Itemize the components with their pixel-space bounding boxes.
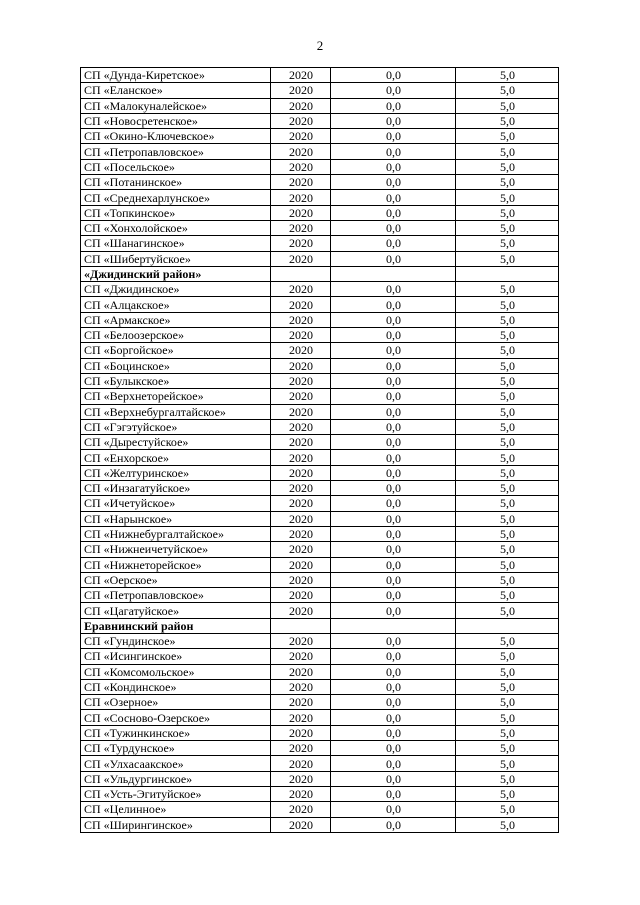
table-row [81,481,559,496]
section-name: «Джидинский район» [81,266,271,281]
value-1-cell: 0,0 [331,465,456,480]
year-cell: 2020 [271,358,331,373]
value-1-cell: 0,0 [331,435,456,450]
value-1-cell: 0,0 [331,526,456,541]
value-1-cell: 0,0 [331,511,456,526]
value-2-cell: 5,0 [456,649,559,664]
value-2-cell: 5,0 [456,741,559,756]
year-cell: 2020 [271,129,331,144]
settlement-name-cell: СП «Желтуринское» [81,465,271,480]
table-row [81,741,559,756]
year-cell: 2020 [271,695,331,710]
value-2-cell: 5,0 [456,756,559,771]
value-2-cell: 5,0 [456,725,559,740]
year-cell: 2020 [271,741,331,756]
table-row [81,190,559,205]
year-cell: 2020 [271,481,331,496]
table-row [81,572,559,587]
settlements-table [80,67,559,833]
table-row [81,297,559,312]
table-row [81,358,559,373]
value-2-cell: 5,0 [456,511,559,526]
year-cell: 2020 [271,205,331,220]
value-2-cell: 5,0 [456,190,559,205]
value-1-cell: 0,0 [331,542,456,557]
value-2-cell: 5,0 [456,144,559,159]
value-1-cell: 0,0 [331,588,456,603]
value-2-cell: 5,0 [456,817,559,832]
settlement-name-cell: СП «Верхнеторейское» [81,389,271,404]
value-2-cell: 5,0 [456,83,559,98]
value-1-cell: 0,0 [331,710,456,725]
year-cell: 2020 [271,312,331,327]
settlement-name-cell: СП «Белоозерское» [81,328,271,343]
table-row [81,328,559,343]
value-2-cell: 5,0 [456,450,559,465]
value-1-cell: 0,0 [331,741,456,756]
settlement-name-cell: СП «Алцакское» [81,297,271,312]
settlement-name-cell: СП «Окино-Ключевское» [81,129,271,144]
table-row [81,802,559,817]
settlement-name-cell: СП «Усть-Эгитуйское» [81,786,271,801]
value-2-cell: 5,0 [456,771,559,786]
value-1-cell: 0,0 [331,312,456,327]
settlement-name-cell: СП «Оерское» [81,572,271,587]
table-row [81,159,559,174]
value-2-cell: 5,0 [456,419,559,434]
value-1-cell: 0,0 [331,756,456,771]
table-row [81,251,559,266]
settlement-name-cell: СП «Озерное» [81,695,271,710]
table-row [81,603,559,618]
year-cell: 2020 [271,756,331,771]
value-2-cell: 5,0 [456,175,559,190]
year-cell: 2020 [271,175,331,190]
settlement-name-cell: СП «Нижнеторейское» [81,557,271,572]
value-2-cell: 5,0 [456,358,559,373]
table-body [81,68,559,833]
settlement-name-cell: СП «Среднехарлунское» [81,190,271,205]
value-2-cell: 5,0 [456,343,559,358]
value-2-cell: 5,0 [456,802,559,817]
settlement-name-cell: СП «Кондинское» [81,679,271,694]
settlement-name-cell: СП «Ширингинское» [81,817,271,832]
year-cell: 2020 [271,771,331,786]
value-1-cell: 0,0 [331,282,456,297]
empty-cell [456,266,559,281]
settlement-name-cell: СП «Тужинкинское» [81,725,271,740]
table-row [81,144,559,159]
settlement-name-cell: СП «Булыкское» [81,373,271,388]
table-row [81,511,559,526]
section-header-row [81,266,559,281]
year-cell: 2020 [271,450,331,465]
year-cell: 2020 [271,802,331,817]
value-2-cell: 5,0 [456,205,559,220]
value-2-cell: 5,0 [456,695,559,710]
value-1-cell: 0,0 [331,557,456,572]
table-row [81,771,559,786]
table-row [81,786,559,801]
empty-cell [331,266,456,281]
table-row [81,68,559,83]
settlement-name-cell: СП «Турдунское» [81,741,271,756]
settlement-name-cell: СП «Армакское» [81,312,271,327]
table-row [81,389,559,404]
year-cell: 2020 [271,113,331,128]
year-cell: 2020 [271,328,331,343]
value-2-cell: 5,0 [456,404,559,419]
settlement-name-cell: СП «Ичетуйское» [81,496,271,511]
value-2-cell: 5,0 [456,282,559,297]
value-1-cell: 0,0 [331,572,456,587]
value-1-cell: 0,0 [331,389,456,404]
value-2-cell: 5,0 [456,481,559,496]
year-cell: 2020 [271,588,331,603]
empty-cell [271,618,331,633]
year-cell: 2020 [271,159,331,174]
value-1-cell: 0,0 [331,113,456,128]
year-cell: 2020 [271,664,331,679]
year-cell: 2020 [271,83,331,98]
settlement-name-cell: СП «Боргойское» [81,343,271,358]
value-1-cell: 0,0 [331,68,456,83]
year-cell: 2020 [271,526,331,541]
table-row [81,404,559,419]
table-row [81,465,559,480]
table-row [81,312,559,327]
value-1-cell: 0,0 [331,817,456,832]
settlement-name-cell: СП «Еланское» [81,83,271,98]
section-header-row [81,618,559,633]
value-1-cell: 0,0 [331,297,456,312]
year-cell: 2020 [271,633,331,648]
empty-cell [456,618,559,633]
value-1-cell: 0,0 [331,664,456,679]
table-row [81,679,559,694]
settlement-name-cell: СП «Топкинское» [81,205,271,220]
value-2-cell: 5,0 [456,526,559,541]
settlement-name-cell: СП «Шибертуйское» [81,251,271,266]
year-cell: 2020 [271,496,331,511]
value-1-cell: 0,0 [331,603,456,618]
value-2-cell: 5,0 [456,588,559,603]
value-1-cell: 0,0 [331,98,456,113]
year-cell: 2020 [271,282,331,297]
settlement-name-cell: СП «Нарынское» [81,511,271,526]
table-row [81,435,559,450]
table-row [81,557,559,572]
year-cell: 2020 [271,786,331,801]
settlement-name-cell: СП «Цагатуйское» [81,603,271,618]
settlement-name-cell: СП «Сосново-Озерское» [81,710,271,725]
value-2-cell: 5,0 [456,496,559,511]
year-cell: 2020 [271,465,331,480]
value-2-cell: 5,0 [456,236,559,251]
settlement-name-cell: СП «Джидинское» [81,282,271,297]
table-row [81,419,559,434]
table-row [81,817,559,832]
value-1-cell: 0,0 [331,419,456,434]
table-row [81,113,559,128]
value-1-cell: 0,0 [331,205,456,220]
value-1-cell: 0,0 [331,251,456,266]
settlement-name-cell: СП «Нижнебургалтайское» [81,526,271,541]
table-row [81,725,559,740]
settlement-name-cell: СП «Посельское» [81,159,271,174]
settlement-name-cell: СП «Гундинское» [81,633,271,648]
year-cell: 2020 [271,725,331,740]
value-1-cell: 0,0 [331,129,456,144]
settlement-name-cell: СП «Дунда-Киретское» [81,68,271,83]
value-2-cell: 5,0 [456,679,559,694]
value-1-cell: 0,0 [331,373,456,388]
year-cell: 2020 [271,679,331,694]
value-1-cell: 0,0 [331,679,456,694]
value-2-cell: 5,0 [456,98,559,113]
value-2-cell: 5,0 [456,633,559,648]
value-2-cell: 5,0 [456,557,559,572]
value-2-cell: 5,0 [456,328,559,343]
value-2-cell: 5,0 [456,251,559,266]
value-2-cell: 5,0 [456,220,559,235]
value-1-cell: 0,0 [331,220,456,235]
value-2-cell: 5,0 [456,159,559,174]
section-name: Еравнинский район [81,618,271,633]
value-1-cell: 0,0 [331,496,456,511]
year-cell: 2020 [271,404,331,419]
value-2-cell: 5,0 [456,465,559,480]
year-cell: 2020 [271,236,331,251]
value-1-cell: 0,0 [331,358,456,373]
empty-cell [271,266,331,281]
year-cell: 2020 [271,817,331,832]
value-1-cell: 0,0 [331,695,456,710]
settlement-name-cell: СП «Потанинское» [81,175,271,190]
value-1-cell: 0,0 [331,786,456,801]
value-2-cell: 5,0 [456,435,559,450]
empty-cell [331,618,456,633]
settlement-name-cell: СП «Комсомольское» [81,664,271,679]
value-1-cell: 0,0 [331,481,456,496]
year-cell: 2020 [271,572,331,587]
year-cell: 2020 [271,557,331,572]
value-1-cell: 0,0 [331,404,456,419]
year-cell: 2020 [271,419,331,434]
year-cell: 2020 [271,389,331,404]
table-row [81,282,559,297]
value-2-cell: 5,0 [456,603,559,618]
table-row [81,633,559,648]
table-row [81,496,559,511]
table-row [81,83,559,98]
settlement-name-cell: СП «Боцинское» [81,358,271,373]
value-2-cell: 5,0 [456,664,559,679]
settlement-name-cell: СП «Нижнеичетуйское» [81,542,271,557]
settlement-name-cell: СП «Хонхолойское» [81,220,271,235]
value-1-cell: 0,0 [331,144,456,159]
table-row [81,450,559,465]
table-row [81,175,559,190]
value-2-cell: 5,0 [456,542,559,557]
value-2-cell: 5,0 [456,710,559,725]
value-2-cell: 5,0 [456,373,559,388]
value-2-cell: 5,0 [456,297,559,312]
year-cell: 2020 [271,373,331,388]
settlement-name-cell: СП «Исингинское» [81,649,271,664]
value-1-cell: 0,0 [331,175,456,190]
settlement-name-cell: СП «Улхасаакское» [81,756,271,771]
table-row [81,756,559,771]
year-cell: 2020 [271,343,331,358]
value-1-cell: 0,0 [331,771,456,786]
year-cell: 2020 [271,190,331,205]
year-cell: 2020 [271,144,331,159]
year-cell: 2020 [271,435,331,450]
value-1-cell: 0,0 [331,802,456,817]
settlement-name-cell: СП «Дырестуйское» [81,435,271,450]
value-2-cell: 5,0 [456,572,559,587]
value-2-cell: 5,0 [456,786,559,801]
year-cell: 2020 [271,220,331,235]
table-row [81,664,559,679]
settlement-name-cell: СП «Петропавловское» [81,588,271,603]
table-row [81,343,559,358]
value-2-cell: 5,0 [456,312,559,327]
value-1-cell: 0,0 [331,343,456,358]
table-row [81,220,559,235]
value-1-cell: 0,0 [331,725,456,740]
table-row [81,236,559,251]
table-row [81,526,559,541]
settlement-name-cell: СП «Шанагинское» [81,236,271,251]
table-row [81,649,559,664]
table-row [81,695,559,710]
year-cell: 2020 [271,251,331,266]
settlement-name-cell: СП «Инзагатуйское» [81,481,271,496]
table-row [81,205,559,220]
year-cell: 2020 [271,710,331,725]
value-1-cell: 0,0 [331,159,456,174]
year-cell: 2020 [271,603,331,618]
year-cell: 2020 [271,511,331,526]
year-cell: 2020 [271,297,331,312]
settlement-name-cell: СП «Петропавловское» [81,144,271,159]
settlement-name-cell: СП «Ульдургинское» [81,771,271,786]
table-row [81,98,559,113]
value-2-cell: 5,0 [456,129,559,144]
value-2-cell: 5,0 [456,68,559,83]
value-1-cell: 0,0 [331,649,456,664]
year-cell: 2020 [271,68,331,83]
settlement-name-cell: СП «Верхнебургалтайское» [81,404,271,419]
value-2-cell: 5,0 [456,389,559,404]
settlement-name-cell: СП «Целинное» [81,802,271,817]
value-1-cell: 0,0 [331,236,456,251]
value-1-cell: 0,0 [331,633,456,648]
value-1-cell: 0,0 [331,328,456,343]
year-cell: 2020 [271,649,331,664]
value-2-cell: 5,0 [456,113,559,128]
settlement-name-cell: СП «Новосретенское» [81,113,271,128]
value-1-cell: 0,0 [331,450,456,465]
year-cell: 2020 [271,98,331,113]
table-row [81,373,559,388]
table-row [81,129,559,144]
year-cell: 2020 [271,542,331,557]
settlement-name-cell: СП «Енхорское» [81,450,271,465]
settlement-name-cell: СП «Малокуналейское» [81,98,271,113]
table-row [81,542,559,557]
value-1-cell: 0,0 [331,83,456,98]
settlement-name-cell: СП «Гэгэтуйское» [81,419,271,434]
table-row [81,588,559,603]
value-1-cell: 0,0 [331,190,456,205]
table-row [81,710,559,725]
page-number: 2 [316,38,324,53]
